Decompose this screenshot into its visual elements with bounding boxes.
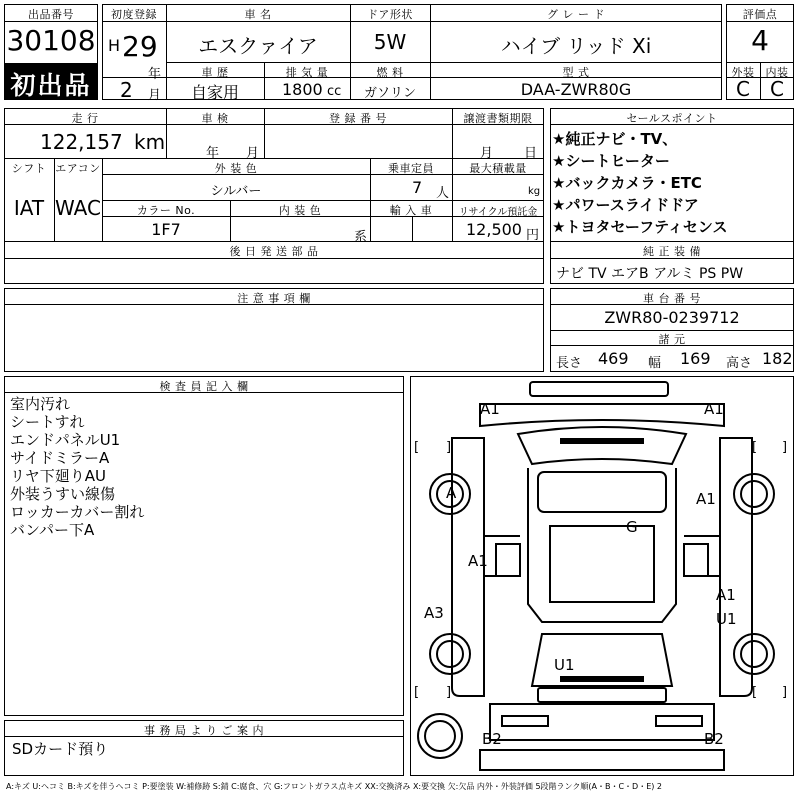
exterior-grade-value: C xyxy=(736,77,750,101)
car-name-label: 車 名 xyxy=(244,8,272,21)
inspector-line: ロッカーカバー割れ xyxy=(10,503,145,521)
exterior-grade-label: 外装 xyxy=(731,66,755,79)
inspection-year-unit: 年 xyxy=(206,146,220,161)
color-number-label: カラー No. xyxy=(136,204,196,217)
sales-point-item: ★パワースライドドア xyxy=(552,196,699,214)
inspector-line: リヤ下廻りAU xyxy=(10,467,106,485)
registration-year: 29 xyxy=(122,30,158,63)
inspector-line: シートすれ xyxy=(10,413,85,431)
interior-grade-value: C xyxy=(770,77,784,101)
height-label: 高さ xyxy=(726,356,753,371)
fuel-label: 燃 料 xyxy=(376,66,404,79)
sales-point-item: ★トヨタセーフティセンス xyxy=(552,218,728,236)
left-rear-bracket: [ xyxy=(414,685,420,700)
mark-front-right-corner: A1 xyxy=(704,400,724,418)
history-value: 自家用 xyxy=(190,83,239,102)
score-label: 評価点 xyxy=(742,8,778,21)
chassis-number-value: ZWR80-0239712 xyxy=(604,308,740,327)
ac-value: WAC xyxy=(55,196,101,220)
chassis-number-label: 車 台 番 号 xyxy=(643,292,701,305)
inspector-line: 外装うすい線傷 xyxy=(10,485,116,503)
mark-left-rear-quarter: A3 xyxy=(424,604,444,622)
lot-number-label: 出品番号 xyxy=(28,8,74,21)
sales-point-item: ★シートヒーター xyxy=(552,152,670,170)
width-value: 169 xyxy=(680,349,711,368)
door-type-value: 5W xyxy=(373,30,407,54)
year-unit: 年 xyxy=(148,67,162,82)
length-value: 469 xyxy=(598,349,629,368)
registration-month: 2 xyxy=(120,78,133,102)
sales-point-item: ★純正ナビ・TV、 xyxy=(552,130,678,148)
right-rear-bracket: [ xyxy=(752,685,758,700)
right-rear-bracket: ] xyxy=(782,685,788,700)
score-value: 4 xyxy=(751,24,769,57)
capacity-label: 乗車定員 xyxy=(388,162,434,175)
mark-front-left-tire: A xyxy=(446,484,457,502)
inspector-line: エンドパネルU1 xyxy=(10,431,121,449)
mileage-value: 122,157 xyxy=(40,130,123,154)
length-label: 長さ xyxy=(556,356,583,371)
left-rear-bracket: ] xyxy=(446,685,452,700)
max-load-unit: kg xyxy=(528,186,541,197)
recycle-deposit-value: 12,500 xyxy=(466,220,522,239)
grade-label: グ レ ー ド xyxy=(547,8,605,21)
mileage-label: 走 行 xyxy=(71,112,99,125)
max-load-label: 最大積載量 xyxy=(469,162,527,175)
genuine-equipment-label: 純 正 装 備 xyxy=(643,245,701,258)
car-diagram xyxy=(410,376,794,776)
inspector-notes xyxy=(10,395,144,539)
ac-label: エアコン xyxy=(55,162,101,175)
displacement-value: 1800 xyxy=(282,80,323,99)
color-number-value: 1F7 xyxy=(151,220,181,239)
right-mirror-bracket: [ xyxy=(752,440,758,455)
inspector-line: 室内汚れ xyxy=(10,395,71,413)
width-label: 幅 xyxy=(648,356,662,371)
mark-left-front-door: A1 xyxy=(468,552,488,570)
office-notice-label: 事 務 局 よ り ご 案 内 xyxy=(144,724,264,737)
notes-label: 注 意 事 項 欄 xyxy=(237,292,311,305)
inspector-line: サイドミラーA xyxy=(10,449,110,467)
mileage-unit: km xyxy=(134,130,166,154)
interior-color-label: 内 装 色 xyxy=(278,204,322,217)
car-name-value: エスクァイア xyxy=(198,34,318,58)
inspector-line: バンパー下A xyxy=(10,521,95,539)
mark-roof: G xyxy=(626,518,638,536)
era-letter: H xyxy=(108,36,121,55)
inspector-label: 検 査 員 記 入 欄 xyxy=(159,380,249,393)
office-notice-value: SDカード預り xyxy=(12,740,109,758)
displacement-label: 排 気 量 xyxy=(285,66,329,79)
shift-value: IAT xyxy=(13,196,45,220)
first-listing-label: 初出品 xyxy=(10,71,92,100)
model-label: 型 式 xyxy=(562,66,590,79)
height-value: 182 xyxy=(762,349,793,368)
transfer-deadline-label: 譲渡書類期限 xyxy=(463,112,533,125)
transfer-day-unit: 日 xyxy=(524,146,538,161)
displacement-unit: cc xyxy=(327,84,342,99)
mark-rear-right-bumper: B2 xyxy=(704,730,724,748)
mark-right-slide-door-u: U1 xyxy=(716,610,737,628)
exterior-color-label: 外 装 色 xyxy=(214,162,258,175)
inspection-label: 車 検 xyxy=(201,112,229,125)
month-unit: 月 xyxy=(148,88,162,103)
interior-grade-label: 内装 xyxy=(765,66,789,79)
shift-label: シフト xyxy=(11,162,47,175)
mark-rear-gate: U1 xyxy=(554,656,575,674)
first-registration-label: 初度登録 xyxy=(111,8,157,21)
later-parts-label: 後 日 発 送 部 品 xyxy=(229,245,319,258)
left-mirror-bracket: ] xyxy=(446,440,452,455)
mark-right-slide-door-a: A1 xyxy=(716,586,736,604)
legend-text: A:キズ U:ヘコミ B:キズを伴うヘコミ P:要塗装 W:補修跡 S:錆 C:腐食、穴 G:フロントガラス点キズ XX:交換済み X:要交換 欠:欠品 内外・外装評価 5段階ランク順(A・B・C・D・E) 2 xyxy=(6,782,663,791)
recycle-deposit-label: リサイクル預託金 xyxy=(458,207,538,218)
interior-color-unit: 系 xyxy=(354,230,368,245)
mark-right-front-fender: A1 xyxy=(696,490,716,508)
capacity-value: 7 xyxy=(412,178,423,197)
genuine-equipment-value: ナビ TV エアB アルミ PS PW xyxy=(556,266,744,282)
right-mirror-bracket: ] xyxy=(782,440,788,455)
model-value: DAA-ZWR80G xyxy=(520,80,632,99)
fuel-value: ガソリン xyxy=(363,86,416,101)
mark-front-left-corner: A1 xyxy=(480,400,500,418)
recycle-deposit-unit: 円 xyxy=(526,228,540,243)
import-car-label: 輸 入 車 xyxy=(389,204,433,217)
sales-points-list xyxy=(552,128,727,238)
sales-points-label: セールスポイント xyxy=(626,112,718,125)
sales-point-item: ★バックカメラ・ETC xyxy=(552,174,702,192)
grade-value: ハイブ リッド Xi xyxy=(500,34,652,58)
capacity-unit: 人 xyxy=(436,186,450,201)
history-label: 車 歴 xyxy=(201,66,229,79)
transfer-month-unit: 月 xyxy=(480,146,494,161)
door-type-label: ドア形状 xyxy=(367,8,413,21)
exterior-color-value: シルバー xyxy=(210,184,262,199)
lot-number-value: 30108 xyxy=(6,24,96,57)
mark-rear-left-bumper: B2 xyxy=(482,730,502,748)
left-mirror-bracket: [ xyxy=(414,440,420,455)
dimensions-label: 諸 元 xyxy=(658,333,686,346)
inspection-month-unit: 月 xyxy=(246,146,260,161)
registration-number-label: 登 録 番 号 xyxy=(329,112,387,125)
